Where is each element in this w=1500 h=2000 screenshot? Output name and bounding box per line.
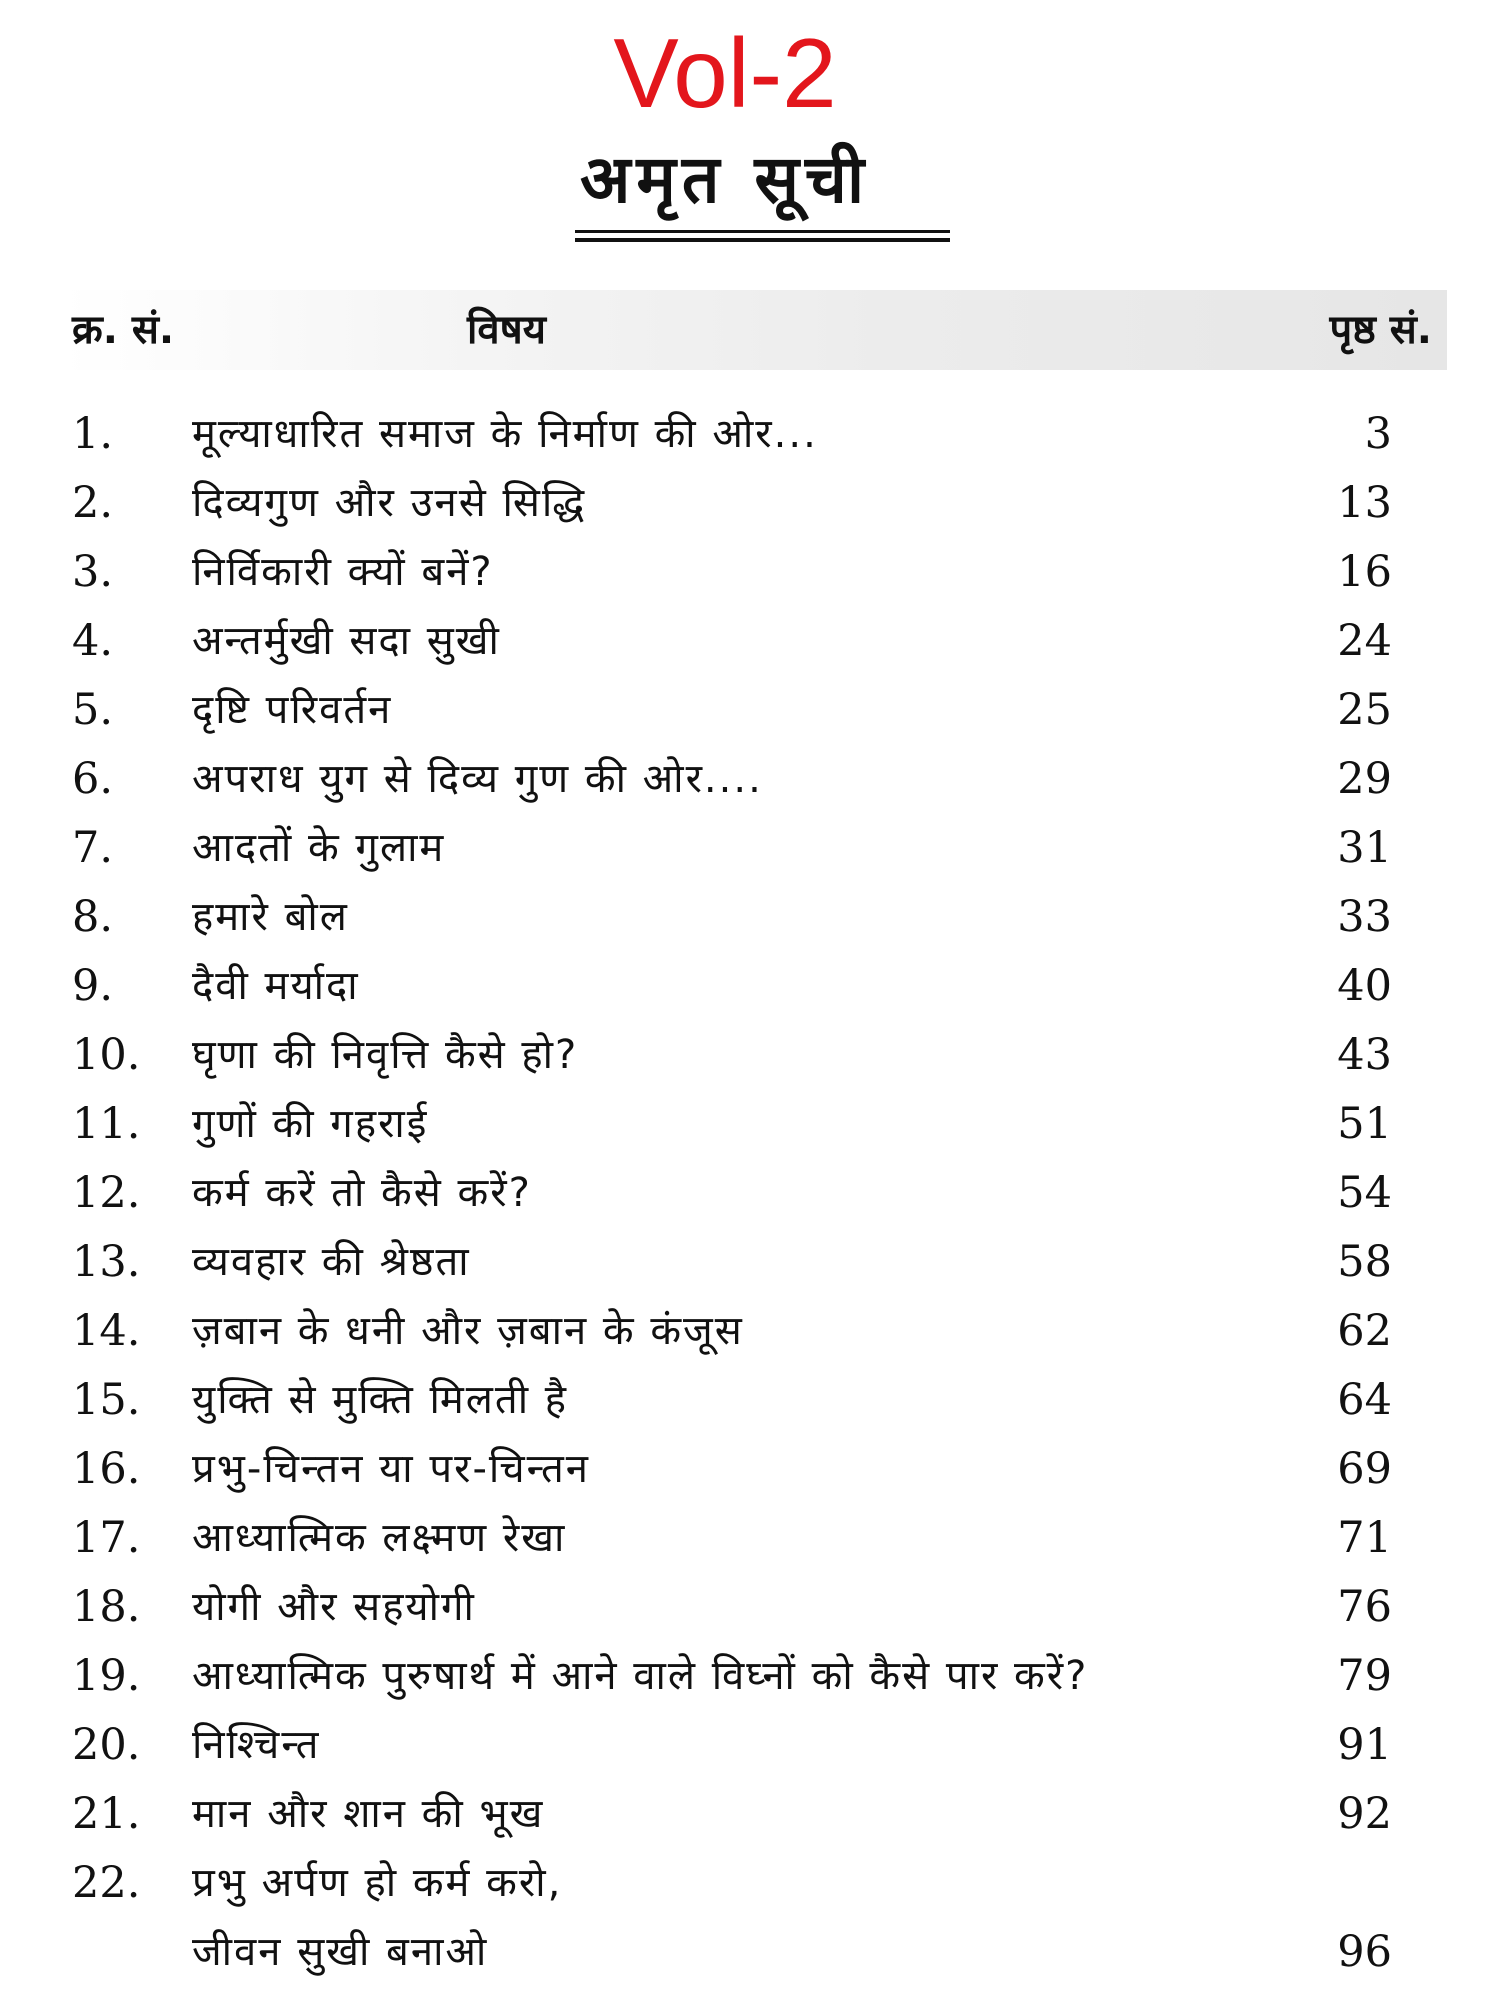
toc-entry	[72, 1780, 1392, 1849]
entry-page: 54	[1337, 1168, 1392, 1218]
entry-page: 92	[1337, 1789, 1392, 1839]
entry-page: 25	[1337, 685, 1392, 735]
entry-subject: प्रभु-चिन्तन या पर-चिन्तन	[192, 1446, 590, 1492]
entry-number: 13.	[72, 1237, 141, 1287]
entry-number: 14.	[72, 1306, 141, 1356]
toc-entry	[72, 1504, 1392, 1573]
entry-number: 10.	[72, 1030, 141, 1080]
entry-subject: ज़बान के धनी और ज़बान के कंजूस	[192, 1308, 744, 1354]
entry-number: 6.	[72, 754, 114, 804]
entry-subject: मान और शान की भूख	[192, 1791, 545, 1837]
entry-number: 5.	[72, 685, 114, 735]
header-subject: विषय	[467, 307, 546, 353]
entry-page: 76	[1337, 1582, 1392, 1632]
entry-page: 13	[1337, 478, 1392, 528]
entry-page: 40	[1337, 961, 1392, 1011]
entry-subject: व्यवहार की श्रेष्ठता	[192, 1239, 471, 1285]
entry-page: 33	[1337, 892, 1392, 942]
entry-page: 29	[1337, 754, 1392, 804]
entry-subject: योगी और सहयोगी	[192, 1584, 476, 1630]
entry-subject: आध्यात्मिक लक्ष्मण रेखा	[192, 1515, 567, 1561]
entry-number: 4.	[72, 616, 114, 666]
toc-entry	[72, 952, 1392, 1021]
entry-page: 62	[1337, 1306, 1392, 1356]
entry-subject: कर्म करें तो कैसे करें?	[192, 1170, 532, 1216]
title-underline-double	[575, 238, 950, 242]
title-underline	[575, 230, 950, 233]
entry-page: 43	[1337, 1030, 1392, 1080]
entry-number: 19.	[72, 1651, 141, 1701]
entry-subject: हमारे बोल	[192, 894, 349, 940]
entry-page: 91	[1337, 1720, 1392, 1770]
entry-number: 2.	[72, 478, 114, 528]
toc-entry	[72, 538, 1392, 607]
page-title: अमृत सूची	[579, 141, 871, 218]
toc-entry	[72, 1711, 1392, 1780]
entry-subject: युक्ति से मुक्ति मिलती है	[192, 1377, 569, 1423]
entry-subject: मूल्याधारित समाज के निर्माण की ओर...	[192, 411, 818, 457]
entry-page: 71	[1337, 1513, 1392, 1563]
table-header	[72, 290, 1432, 370]
entry-number: 7.	[72, 823, 114, 873]
entry-page: 69	[1337, 1444, 1392, 1494]
toc-entry	[72, 400, 1392, 469]
entry-page: 64	[1337, 1375, 1392, 1425]
entry-subject: अन्तर्मुखी सदा सुखी	[192, 618, 501, 664]
entry-subject: प्रभु अर्पण हो कर्म करो,	[192, 1860, 563, 1906]
entry-number: 20.	[72, 1720, 141, 1770]
entry-number: 11.	[72, 1099, 141, 1149]
entry-subject-continued: जीवन सुखी बनाओ	[192, 1929, 489, 1975]
entry-number: 8.	[72, 892, 114, 942]
volume-label: Vol-2	[613, 18, 837, 128]
entry-number: 1.	[72, 409, 114, 459]
entry-page: 16	[1337, 547, 1392, 597]
toc-entry	[72, 814, 1392, 883]
entry-number: 9.	[72, 961, 114, 1011]
entry-subject: आदतों के गुलाम	[192, 825, 446, 871]
toc-entry	[72, 1573, 1392, 1642]
entry-page: 58	[1337, 1237, 1392, 1287]
toc-entry	[72, 1435, 1392, 1504]
entry-subject: अपराध युग से दिव्य गुण की ओर....	[192, 756, 763, 802]
entry-subject: आध्यात्मिक पुरुषार्थ में आने वाले विघ्नों को कैसे पार करें?	[192, 1653, 1089, 1699]
entry-number: 21.	[72, 1789, 141, 1839]
toc-entry	[72, 745, 1392, 814]
toc-entry	[72, 1021, 1392, 1090]
toc-entry	[72, 1159, 1392, 1228]
entry-page: 31	[1337, 823, 1392, 873]
toc-entry	[72, 1366, 1392, 1435]
entry-page: 79	[1337, 1651, 1392, 1701]
toc-entry	[72, 676, 1392, 745]
entry-subject: घृणा की निवृत्ति कैसे हो?	[192, 1032, 579, 1078]
entry-number: 17.	[72, 1513, 141, 1563]
entry-number: 18.	[72, 1582, 141, 1632]
entry-number: 22.	[72, 1858, 141, 1908]
toc-entry	[72, 469, 1392, 538]
entry-page: 96	[1337, 1927, 1392, 1977]
entry-subject: दैवी मर्यादा	[192, 963, 360, 1009]
entry-number: 3.	[72, 547, 114, 597]
entry-page: 51	[1337, 1099, 1392, 1149]
entry-number: 15.	[72, 1375, 141, 1425]
header-number: क्र. सं.	[72, 307, 175, 353]
entry-subject: दिव्यगुण और उनसे सिद्धि	[192, 480, 587, 526]
entry-subject: निश्चिन्त	[192, 1722, 321, 1768]
entry-page: 3	[1364, 409, 1392, 459]
toc-entry	[72, 1090, 1392, 1159]
toc-entry	[72, 607, 1392, 676]
toc-entry	[72, 883, 1392, 952]
entry-subject: गुणों की गहराई	[192, 1101, 429, 1147]
entry-subject: दृष्टि परिवर्तन	[192, 687, 393, 733]
entry-subject: निर्विकारी क्यों बनें?	[192, 549, 494, 595]
toc-entry	[72, 1849, 1392, 1987]
toc-entry	[72, 1642, 1392, 1711]
table-of-contents	[72, 400, 1392, 1987]
header-page: पृष्ठ सं.	[1329, 307, 1432, 353]
toc-entry	[72, 1297, 1392, 1366]
entry-number: 12.	[72, 1168, 141, 1218]
entry-number: 16.	[72, 1444, 141, 1494]
toc-entry	[72, 1228, 1392, 1297]
entry-page: 24	[1337, 616, 1392, 666]
